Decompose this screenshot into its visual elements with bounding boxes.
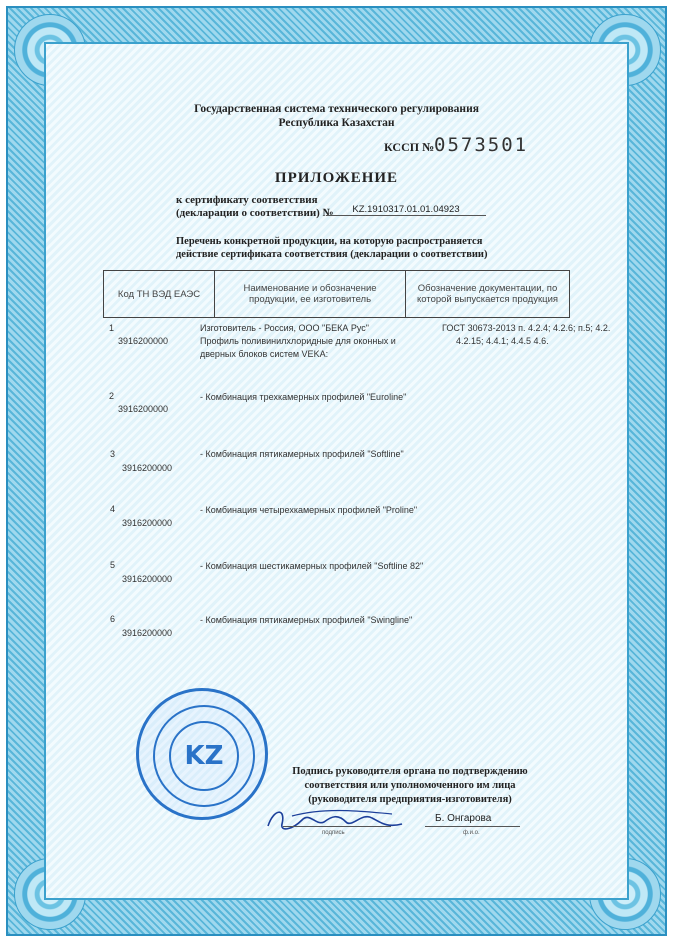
row-1-doc-2: 4.2.15; 4.4.1; 4.4.5 4.6. (456, 336, 549, 346)
signature-line-2: соответствия или уполномоченного им лица (304, 780, 516, 791)
signature-line-3: (руководителя предприятия-изготовителя) (308, 794, 512, 805)
ksp-label: КССП № (384, 140, 435, 154)
signature-underline (283, 826, 391, 827)
name-underline (425, 826, 520, 827)
page-title: ПРИЛОЖЕНИЕ (274, 170, 399, 186)
header-line-1: Государственная система технического регулирования (194, 103, 479, 115)
row-1-name-3: дверных блоков систем VEKA: (200, 349, 329, 359)
row-3-num: 3 (110, 449, 116, 459)
row-6-name: - Комбинация пятикамерных профилей "Swingline" (200, 615, 413, 625)
list-intro-line-1: Перечень конкретной продукции, на которую распространяется (176, 236, 483, 247)
ksp-number: 0573501 (434, 134, 529, 156)
row-2-code: 3916200000 (118, 404, 169, 414)
row-1-name-1: Изготовитель - Россия, ООО "БЕКА Рус" (200, 323, 369, 333)
column-header-name: Наименование и обозначение продукции, ее изготовитель (243, 283, 377, 305)
name-caption: ф.и.о. (463, 830, 480, 836)
row-4-name: - Комбинация четырехкамерных профилей "Proline" (200, 505, 418, 515)
row-5-num: 5 (110, 560, 116, 570)
row-2-num: 2 (109, 391, 115, 401)
row-4-code: 3916200000 (122, 518, 173, 528)
certificate-line-2: (декларации о соответствии) № (176, 207, 334, 219)
signature-block (280, 765, 540, 807)
row-5-code: 3916200000 (122, 574, 173, 584)
row-6-num: 6 (110, 614, 116, 624)
signature-line-1: Подпись руководителя органа по подтверждению (292, 766, 528, 777)
row-1-name-2: Профиль поливинилхлоридные для оконных и (200, 336, 396, 346)
official-seal (136, 688, 268, 820)
products-table-header (103, 270, 570, 318)
signatory-name: Б. Онгарова (435, 813, 492, 824)
row-5-name: - Комбинация шестикамерных профилей "Softline 82" (200, 561, 424, 571)
column-header-docs: Обозначение документации, по которой выпускается продукция (416, 283, 559, 305)
certificate-line-1: к сертификату соответствия (176, 194, 318, 206)
list-intro-line-2: действие сертификата соответствия (декларации о соответствии) (176, 249, 488, 260)
column-header-code: Код ТН ВЭД ЕАЭС (117, 288, 201, 300)
row-3-name: - Комбинация пятикамерных профилей "Softline" (200, 449, 404, 459)
row-1-num: 1 (109, 323, 115, 333)
row-2-name: - Комбинация трехкамерных профилей "Euroline" (200, 392, 407, 402)
row-1-code: 3916200000 (118, 336, 169, 346)
row-3-code: 3916200000 (122, 463, 173, 473)
seal-emblem-icon: KZ (169, 721, 239, 791)
row-6-code: 3916200000 (122, 628, 173, 638)
row-1-doc-1: ГОСТ 30673-2013 п. 4.2.4; 4.2.6; п.5; 4.2. (442, 323, 611, 333)
certificate-number: KZ.1910317.01.01.04923 (326, 204, 486, 216)
header-line-2: Республика Казахстан (278, 117, 395, 129)
signature-caption: подпись (322, 830, 345, 836)
row-4-num: 4 (110, 504, 116, 514)
